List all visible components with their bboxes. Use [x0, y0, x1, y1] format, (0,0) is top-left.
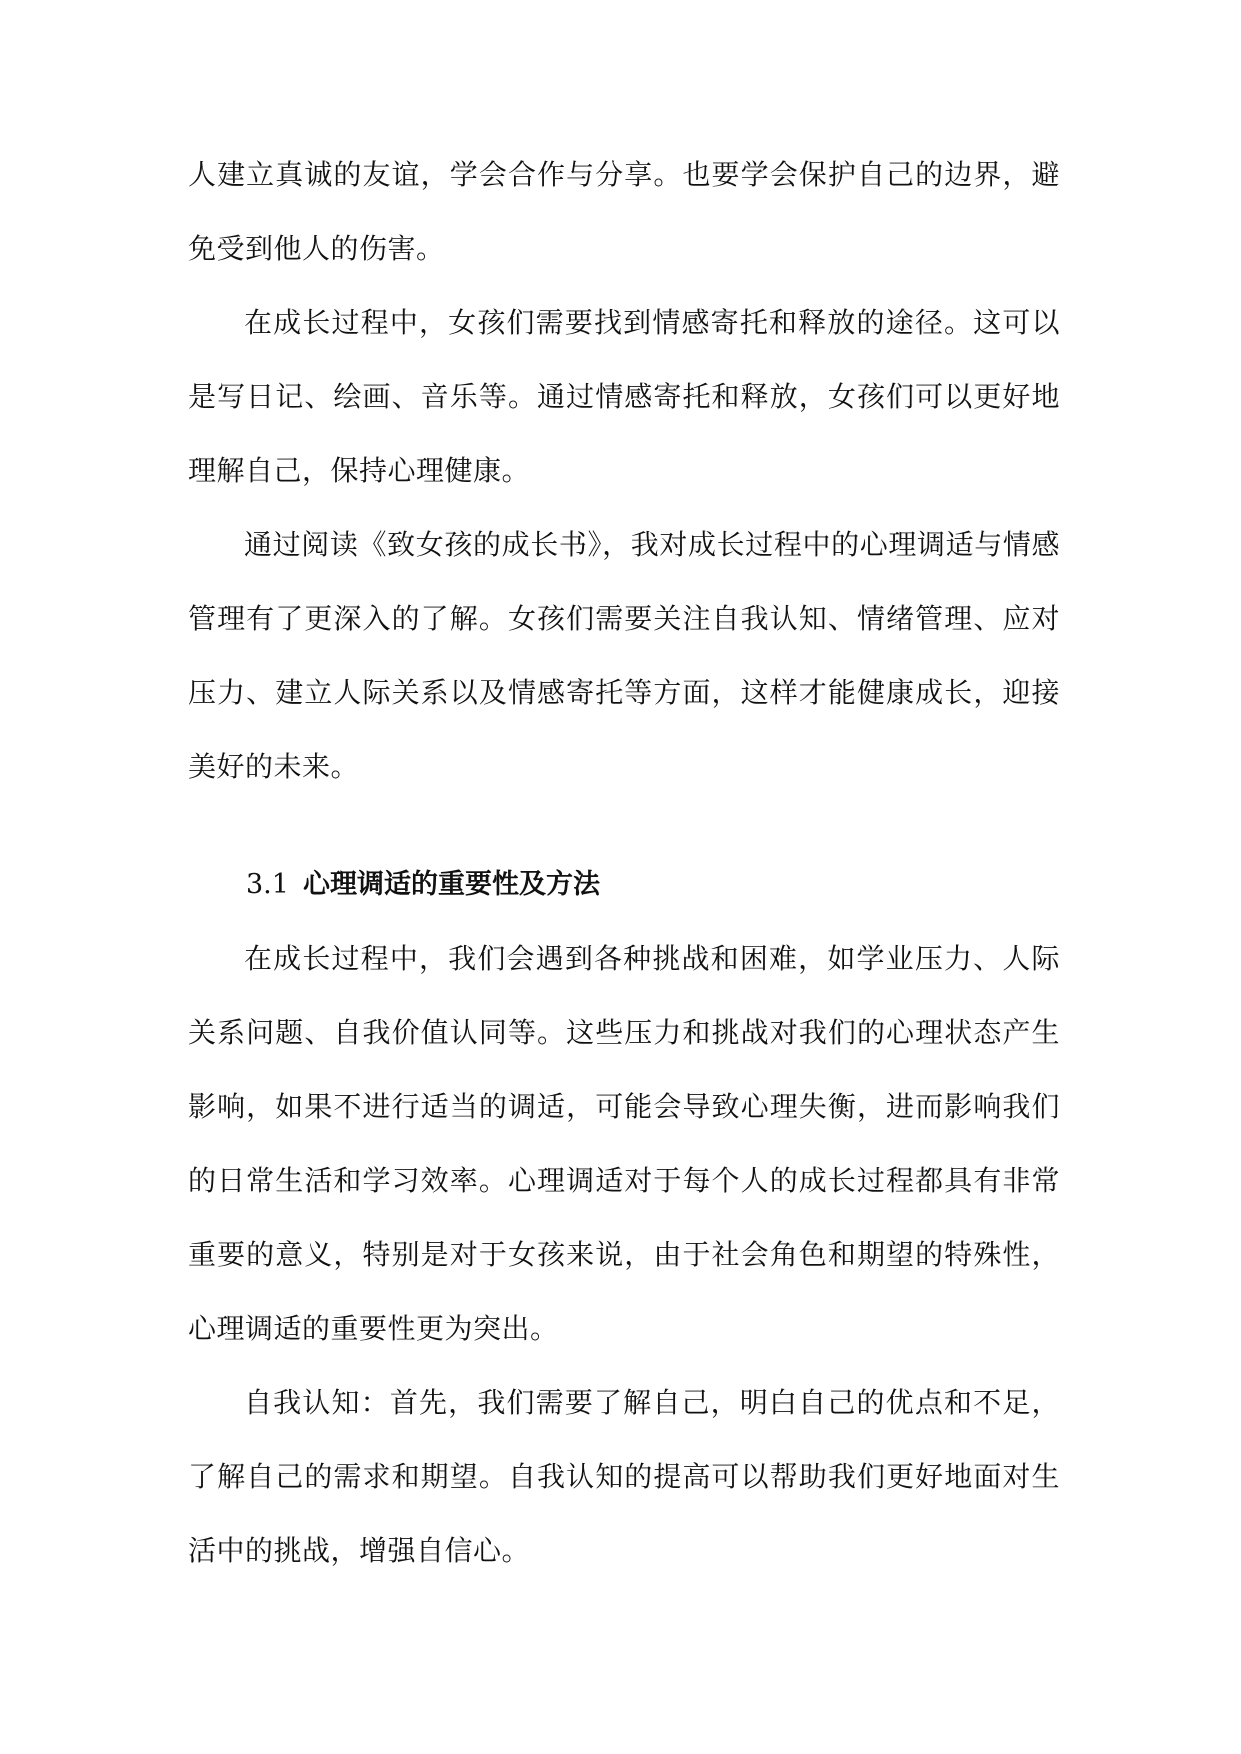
section-heading [188, 848, 1060, 922]
section-title: 心理调适的重要性及方法 [302, 869, 600, 900]
paragraph-book-reflection: 通过阅读《致女孩的成长书》，我对成长过程中的心理调适与情感管理有了更深入的了解。女孩们需要关注自我认知、情绪管理、应对压力、建立人际关系以及情感寄托等方面，这样才能健康成长，迎接美好的未来。 [188, 528, 1060, 783]
paragraph-self-awareness: 自我认知：首先，我们需要了解自己，明白自己的优点和不足，了解自己的需求和期望。自我认知的提高可以帮助我们更好地面对生活中的挑战，增强自信心。 [188, 1386, 1060, 1567]
paragraph-adjustment-importance: 在成长过程中，我们会遇到各种挑战和困难，如学业压力、人际关系问题、自我价值认同等。这些压力和挑战对我们的心理状态产生影响，如果不进行适当的调适，可能会导致心理失衡，进而影响我们的日常生活和学习效率。心理调适对于每个人的成长过程都具有非常重要的意义，特别是对于女孩来说，由于社会角色和期望的特殊性，心理调适的重要性更为突出。 [188, 942, 1060, 1345]
paragraph-emotional-outlet: 在成长过程中，女孩们需要找到情感寄托和释放的途径。这可以是写日记、绘画、音乐等。通过情感寄托和释放，女孩们可以更好地理解自己，保持心理健康。 [188, 306, 1060, 487]
paragraph-friendship-continued: 人建立真诚的友谊，学会合作与分享。也要学会保护自己的边界，避免受到他人的伤害。 [188, 158, 1060, 265]
document-page [188, 138, 1060, 1588]
section-number: 3.1 [246, 869, 289, 900]
